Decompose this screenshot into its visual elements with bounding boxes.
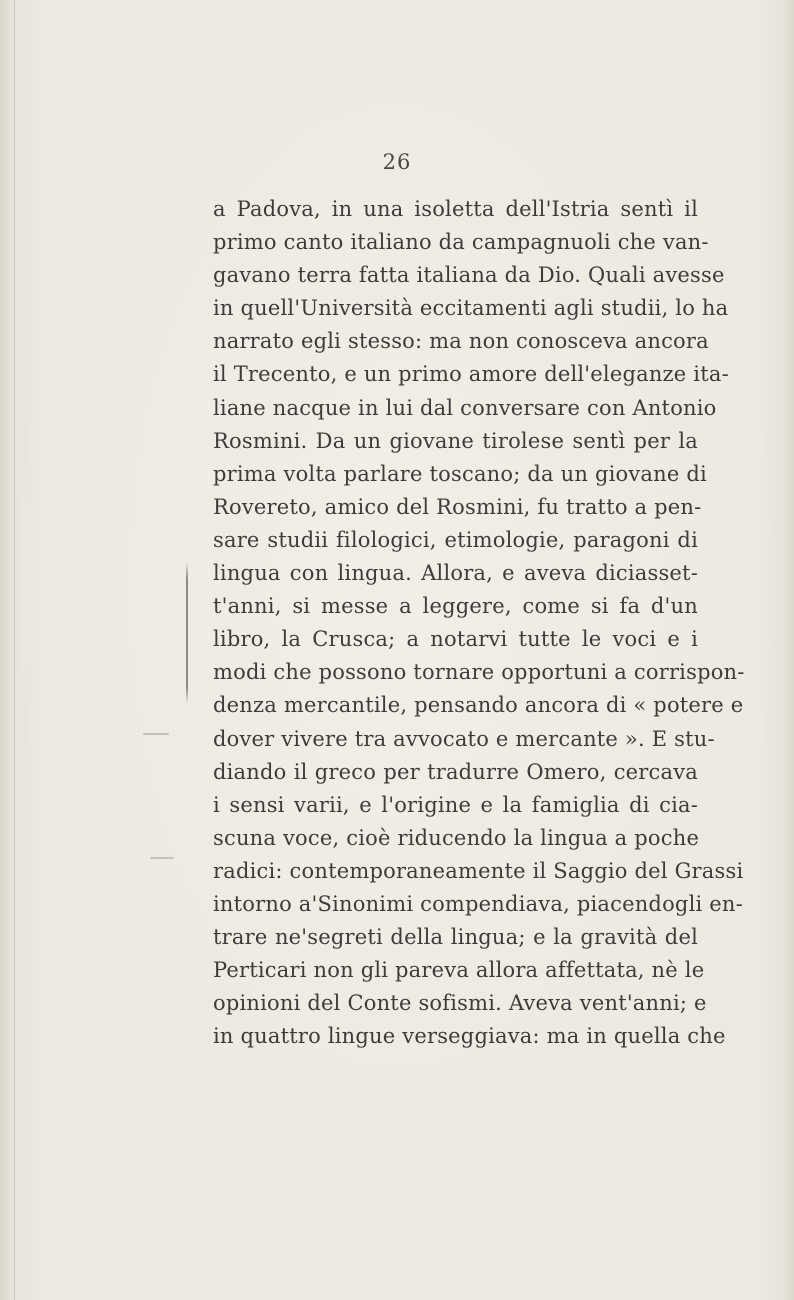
text-line: denza mercantile, pensando ancora di « potere e bbox=[213, 693, 744, 718]
text-line: dover vivere tra avvocato e mercante ». E stu- bbox=[213, 726, 715, 751]
text-line: radici: contemporaneamente il Saggio del Grassi bbox=[213, 858, 744, 883]
text-line: Rovereto, amico del Rosmini, fu tratto a pen- bbox=[213, 494, 702, 519]
margin-smudge bbox=[150, 857, 174, 859]
text-line: a Padova, in una isoletta dell'Istria sentì il bbox=[213, 197, 698, 221]
text-line: trare ne'segreti della lingua; e la gravità del bbox=[213, 925, 698, 950]
text-line: opinioni del Conte sofismi. Aveva vent'anni; e bbox=[213, 991, 707, 1016]
text-line: narrato egli stesso: ma non conosceva ancora bbox=[213, 329, 709, 354]
text-line: libro, la Crusca; a notarvi tutte le voci e i bbox=[213, 627, 698, 652]
page-number: 26 bbox=[382, 150, 412, 174]
text-line: il Trecento, e un primo amore dell'eleganze ita- bbox=[213, 362, 729, 387]
text-line: liane nacque in lui dal conversare con Antonio bbox=[213, 395, 717, 420]
page-binding-edge bbox=[0, 0, 15, 1300]
text-line: lingua con lingua. Allora, e aveva diciasset- bbox=[213, 561, 698, 586]
body-text bbox=[213, 193, 745, 1053]
text-line: scuna voce, cioè riducendo la lingua a poche bbox=[213, 825, 700, 850]
text-line: Perticari non gli pareva allora affettata, nè le bbox=[213, 958, 705, 983]
text-line: prima volta parlare toscano; da un giovane di bbox=[213, 461, 707, 486]
text-line: t'anni, si messe a leggere, come si fa d'un bbox=[213, 594, 698, 619]
text-line: in quell'Università eccitamenti agli studii, lo ha bbox=[213, 296, 729, 321]
margin-pencil-mark bbox=[186, 562, 188, 704]
text-line: sare studii filologici, etimologie, paragoni di bbox=[213, 527, 698, 552]
text-line: intorno a'Sinonimi compendiava, piacendogli en- bbox=[213, 891, 743, 916]
text-line: diando il greco per tradurre Omero, cercava bbox=[213, 759, 698, 784]
text-line: i sensi varii, e l'origine e la famiglia di cia- bbox=[213, 792, 698, 817]
text-line: gavano terra fatta italiana da Dio. Quali avesse bbox=[213, 263, 725, 288]
text-line: modi che possono tornare opportuni a corrispon- bbox=[213, 660, 745, 685]
margin-smudge bbox=[143, 733, 169, 735]
text-line: primo canto italiano da campagnuoli che van- bbox=[213, 230, 709, 255]
text-line: in quattro lingue verseggiava: ma in quella che bbox=[213, 1024, 726, 1049]
text-line: Rosmini. Da un giovane tirolese sentì per la bbox=[213, 428, 698, 453]
